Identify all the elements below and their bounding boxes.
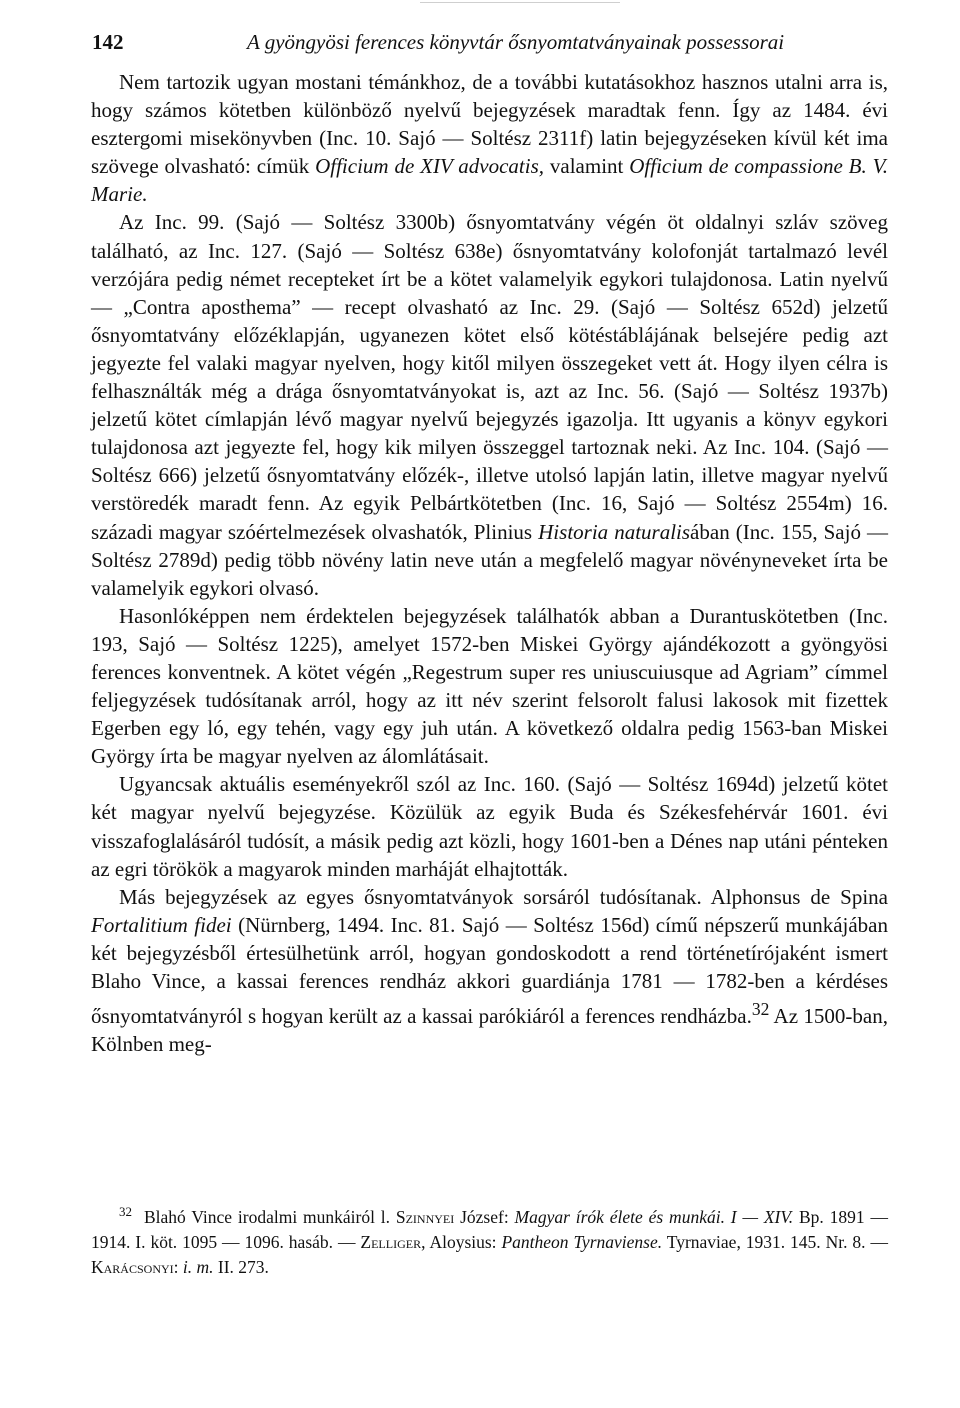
top-rule: [420, 2, 620, 3]
page-header: [92, 30, 892, 56]
paragraph-1-italic-2: Officium de compassione B. V. Marie.: [91, 154, 888, 207]
paragraph-2: [91, 208, 888, 601]
paragraph-3: [91, 602, 888, 771]
paragraph-4-text: Ugyancsak aktuális eseményekről szól az Inc. 160. (Sajó — Soltész 1694d) jelzetű kötet két magyar nyelvű bejegyzése. Közülük az egyik Buda és Székesfehérvár 1601. évi visszafoglalásáról tudósít, a másik pedig azt közli, hogy 1601-ben a Dénes nap utáni pénteken az egri törökök a magyarok minden marháját elhajtották.: [91, 772, 888, 881]
paragraph-1-text: Nem tartozik ugyan mostani témánkhoz, de a további kutatásokhoz hasznos utalni arra is, hogy számos kötetben különböző nyelvű bejegyzések maradtak fenn. Így az 1484. évi esztergomi misekönyvben (Inc. 10. Sajó — Soltész 2311f) latin bejegyzéseken kívül két ima szövege olvasható: címük: [91, 70, 888, 179]
footnote-title-2: Pantheon Tyrnaviense.: [501, 1232, 663, 1252]
footnote-title-1: Magyar írók élete és munkái. I — XIV.: [514, 1207, 794, 1227]
paragraph-5: [91, 883, 888, 1059]
footnote-text-a: Blahó Vince irodalmi munkáiról l.: [144, 1207, 396, 1227]
paragraph-5-text-b: (Nürnberg, 1494. Inc. 81. Sajó — Soltész 156d) című népszerű munkájában két bejegyzésből értesülhetünk arról, hogyan gondoskodott a rend történetírójaként ismert Blaho Vince, a kassai ferences rendház akkori guardiánja 1781 — 1782-ben a kérdéses ősnyomtatványról s hogyan került az a kassai parókiáról a ferences rendházba.: [91, 912, 888, 1029]
paragraph-1: [91, 68, 888, 208]
paragraph-5-italic: Fortalitium fidei: [91, 912, 232, 937]
footnote-author-karacsonyi: Karácsonyi: [91, 1257, 174, 1277]
footnote-author-zelliger: Zelliger: [360, 1232, 422, 1252]
footnote-text-c: Bp. 1891 — 1914. I. köt. 1095 — 1096. hasáb. —: [91, 1207, 888, 1252]
paragraph-2-italic: Historia naturalis: [538, 519, 691, 544]
paragraph-3-text: Hasonlóképpen nem érdektelen bejegyzések találhatók abban a Durantuskötetben (Inc. 193, Sajó — Soltész 1225), amelyet 1572-ben Miskei György ajándékozott a gyöngyösi ferences konventnek. A kötet végén „Regestrum super res uniuscuiusque ad Agriam” címmel feljegyzések tudósítanak arról, hogy az itt név szerint felsorolt falusi lakosok mit fizettek Egerben egy ló, egy tehén, vagy egy juh után. A következő oldalra pedig 1563-ban Miskei György írta be magyar nyelven az álomlátásait.: [91, 603, 888, 769]
footnote-text-g: II. 273.: [213, 1257, 269, 1277]
footnote-32: [91, 1205, 888, 1280]
page-number: 142: [92, 30, 124, 54]
paragraph-2-end: ában (Inc. 155, Sajó — Soltész 2789d) pedig több növény latin neve után a megfelelő magyar növényneveket írta be valamelyik egykori olvasó.: [91, 519, 888, 600]
footnote-title-3: i. m.: [182, 1257, 214, 1277]
body-text: [91, 68, 888, 1058]
footnote-text-b: József:: [454, 1207, 515, 1227]
footnote-text-e: Tyrnaviae, 1931. 145. Nr. 8. —: [662, 1232, 888, 1252]
footnote-text-f: :: [173, 1257, 183, 1277]
running-title: A gyöngyösi ferences könyvtár ősnyomtatványainak possessorai: [247, 30, 785, 54]
paragraph-1-mid: valamint: [544, 154, 630, 179]
paragraph-2-text: Az Inc. 99. (Sajó — Soltész 3300b) ősnyomtatvány végén öt oldalnyi szláv szöveg található, az Inc. 127. (Sajó — Soltész 638e) ősnyomtatvány kolofonját tartalmazó levél verzójára pedig német recepteket írt be a kötet valamelyik egykori tulajdonosa. Latin nyelvű — „Contra aposthema” — recept olvasható az Inc. 29. (Sajó — Soltész 652d) jelzetű ősnyomtatvány előzéklapján, ugyanezen kötet első kötéstáblájának belsejére pedig azt jegyezte fel valaki magyar nyelven, hogy kitől milyen összegeket vett át. Hogy ilyen célra is felhasználták még a drága ősnyomtatványokat is, azt az Inc. 56. (Sajó — Soltész 1937b) jelzetű kötet címlapján lévő magyar nyelvű bejegyzés igazolja. Itt ugyanis a könyv egykori tulajdonosa azt jegyezte fel, hogy kik milyen összeggel tartoznak neki. Az Inc. 104. (Sajó — Soltész 666) jelzetű ősnyomtatvány előzék-, illetve utolsó lapján latin, illetve magyar nyelvű verstöredék maradt fenn. Az egyik Pelbártkötetben (Inc. 16, Sajó — Soltész 2554m) 16. századi magyar szóértelmezések olvashatók, Plinius: [91, 210, 888, 544]
footnote-ref-32[interactable]: 32: [751, 999, 770, 1020]
paragraph-5-text-a: Más bejegyzések az egyes ősnyomtatványok sorsáról tudósítanak. Alphonsus de Spina: [119, 884, 888, 909]
paragraph-1-italic-1: Officium de XIV advocatis,: [315, 154, 545, 179]
footnote-author-szinnyei: Szinnyei: [395, 1207, 455, 1227]
footnote-mark: 32: [119, 1204, 132, 1220]
paragraph-5-text-c: Az 1500-ban, Kölnben meg-: [91, 1004, 888, 1057]
footnotes: [91, 1205, 888, 1280]
footnote-text-d: , Aloysius:: [421, 1232, 502, 1252]
paragraph-4: [91, 770, 888, 882]
